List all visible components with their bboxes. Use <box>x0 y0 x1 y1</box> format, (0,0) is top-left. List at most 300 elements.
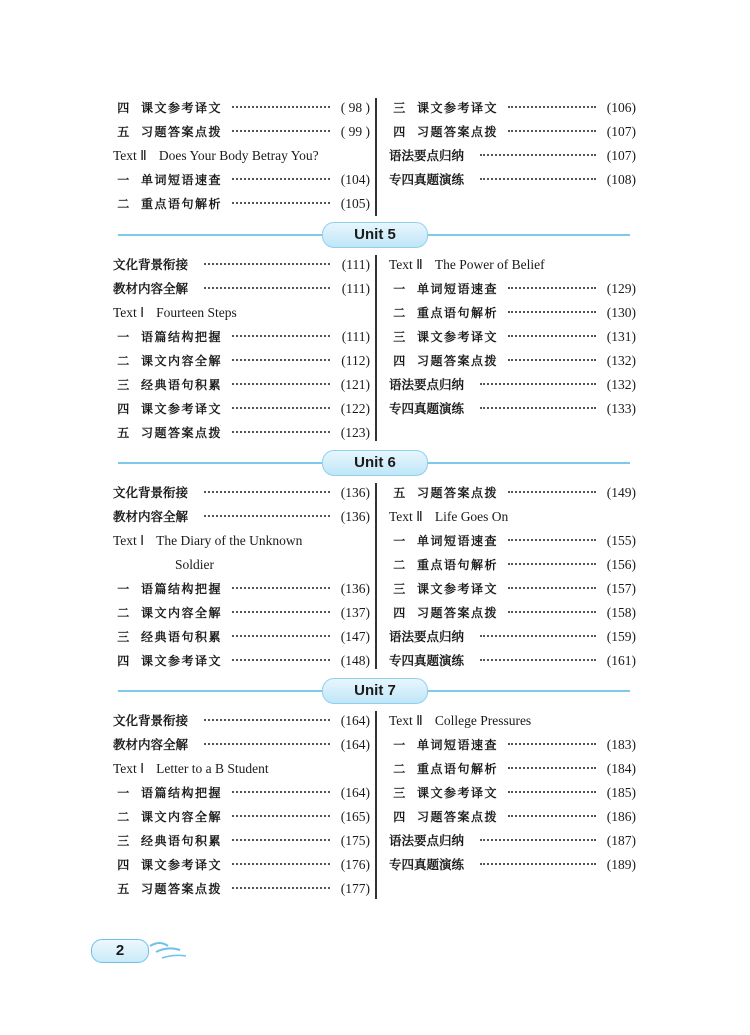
toc-entry-number: 三 <box>393 786 407 800</box>
toc-page-number: ( 98 ) <box>338 96 370 120</box>
unit-title: Unit 6 <box>322 450 428 476</box>
toc-entry[interactable] <box>113 877 370 901</box>
toc-entry-number: 四 <box>393 354 407 368</box>
toc-section-entry[interactable] <box>389 829 636 853</box>
toc-entry[interactable] <box>113 853 370 877</box>
dot-leader <box>232 359 330 361</box>
toc-page-number: (104) <box>338 168 370 192</box>
toc-entry[interactable] <box>113 120 370 144</box>
toc-entry-title: 语篇结构把握 <box>141 582 223 596</box>
unit-title: Unit 5 <box>322 222 428 248</box>
toc-columns <box>113 253 636 445</box>
toc-page-number: (136) <box>338 481 370 505</box>
dot-leader <box>232 178 330 180</box>
toc-page-number: (107) <box>604 144 636 168</box>
toc-right-column <box>389 96 636 192</box>
toc-entry-number: 一 <box>393 282 407 296</box>
dot-leader <box>480 863 596 865</box>
toc-entry[interactable] <box>389 301 636 325</box>
toc-section-entry[interactable] <box>113 253 370 277</box>
toc-entry-number: 五 <box>117 426 131 440</box>
toc-entry-title: 重点语句解析 <box>417 306 499 320</box>
toc-entry-label <box>389 529 502 553</box>
toc-page-number: (111) <box>339 253 370 277</box>
toc-entry-title: 课文参考译文 <box>141 654 223 668</box>
dot-leader <box>232 839 330 841</box>
toc-text-heading[interactable] <box>389 505 636 529</box>
toc-entry-label <box>113 829 226 853</box>
text-title: College Pressures <box>434 713 532 728</box>
toc-entry-number: 一 <box>393 534 407 548</box>
toc-page-number: (183) <box>604 733 636 757</box>
unit-header <box>118 222 630 248</box>
dot-leader <box>232 815 330 817</box>
dot-leader <box>232 587 330 589</box>
toc-text-heading-label <box>113 529 306 553</box>
toc-entry-number: 三 <box>393 330 407 344</box>
toc-page-number: (147) <box>338 625 370 649</box>
toc-entry-label <box>389 577 502 601</box>
toc-entry-title: 习题答案点拨 <box>417 125 499 139</box>
toc-section-title: 文化背景衔接 <box>113 253 192 277</box>
toc-section-entry[interactable] <box>389 168 636 192</box>
toc-entry-title: 课文参考译文 <box>141 101 223 115</box>
unit-title: Unit 7 <box>322 678 428 704</box>
toc-section-title: 教材内容全解 <box>113 733 192 757</box>
dot-leader <box>204 743 330 745</box>
toc-entry-label <box>389 601 502 625</box>
toc-entry-title: 重点语句解析 <box>417 762 499 776</box>
dot-leader <box>232 887 330 889</box>
toc-page-number: (111) <box>339 325 370 349</box>
text-number: Text Ⅱ <box>113 148 147 163</box>
dot-leader <box>232 659 330 661</box>
dot-leader <box>232 611 330 613</box>
toc-entry-title: 习题答案点拨 <box>417 486 499 500</box>
toc-entry-label <box>113 96 226 120</box>
toc-entry-number: 三 <box>117 378 131 392</box>
toc-page-number: (159) <box>604 625 636 649</box>
toc-page-number: (161) <box>604 649 636 673</box>
toc-page-number: (149) <box>604 481 636 505</box>
toc-entry[interactable] <box>389 553 636 577</box>
toc-section-entry[interactable] <box>113 505 370 529</box>
dot-leader <box>480 839 596 841</box>
toc-entry-label <box>113 781 226 805</box>
toc-entry-number: 五 <box>393 486 407 500</box>
dot-leader <box>232 407 330 409</box>
toc-entry-title: 课文参考译文 <box>417 582 499 596</box>
toc-entry-number: 五 <box>117 125 131 139</box>
text-title: The Power of Belief <box>434 257 545 272</box>
dot-leader <box>480 659 596 661</box>
toc-text-heading[interactable] <box>113 529 370 553</box>
toc-entry-number: 四 <box>393 125 407 139</box>
toc-entry-number: 四 <box>117 654 131 668</box>
toc-page-number: (136) <box>338 505 370 529</box>
toc-entry-label <box>389 277 502 301</box>
toc-page-number: (164) <box>338 709 370 733</box>
toc-section-entry[interactable] <box>389 144 636 168</box>
dot-leader <box>232 863 330 865</box>
toc-entry[interactable] <box>113 577 370 601</box>
text-title-continued: Soldier <box>175 553 218 577</box>
toc-entry-number: 三 <box>117 834 131 848</box>
toc-entry[interactable] <box>389 120 636 144</box>
toc-entry[interactable] <box>113 601 370 625</box>
toc-page-number: (131) <box>604 325 636 349</box>
toc-right-column <box>389 709 636 877</box>
toc-entry-label <box>389 781 502 805</box>
toc-entry[interactable] <box>389 481 636 505</box>
toc-page-number: (106) <box>604 96 636 120</box>
unit-header <box>118 678 630 704</box>
dot-leader <box>508 791 596 793</box>
toc-page-number: ( 99 ) <box>338 120 370 144</box>
toc-page-number: (189) <box>604 853 636 877</box>
dot-leader <box>232 106 330 108</box>
toc-section-entry[interactable] <box>113 277 370 301</box>
column-divider <box>375 711 377 899</box>
toc-page-number: (187) <box>604 829 636 853</box>
toc-entry-label <box>113 325 226 349</box>
text-title: Does Your Body Betray You? <box>158 148 319 163</box>
dot-leader <box>480 635 596 637</box>
column-divider <box>375 98 377 216</box>
toc-entry-title: 习题答案点拨 <box>141 125 223 139</box>
dot-leader <box>508 611 596 613</box>
toc-page-number: (164) <box>338 781 370 805</box>
dot-leader <box>204 287 330 289</box>
toc-section-title: 语法要点归纳 <box>389 829 468 853</box>
toc-section-title: 语法要点归纳 <box>389 625 468 649</box>
toc-entry[interactable] <box>113 625 370 649</box>
toc-page-number: (156) <box>604 553 636 577</box>
dot-leader <box>232 202 330 204</box>
toc-entry-number: 一 <box>117 582 131 596</box>
toc-entry[interactable] <box>113 373 370 397</box>
toc-entry[interactable] <box>113 96 370 120</box>
toc-entry-number: 二 <box>393 306 407 320</box>
toc-entry-label <box>113 373 226 397</box>
toc-entry-title: 重点语句解析 <box>417 558 499 572</box>
toc-entry-title: 课文参考译文 <box>417 786 499 800</box>
toc-block-unit-5 <box>113 253 636 445</box>
page-number: 2 <box>91 939 149 963</box>
toc-entry-label <box>113 601 226 625</box>
toc-entry[interactable] <box>389 781 636 805</box>
toc-page-number: (123) <box>338 421 370 445</box>
toc-right-column <box>389 481 636 673</box>
dot-leader <box>508 287 596 289</box>
toc-entry-label <box>389 96 502 120</box>
toc-page-number: (121) <box>338 373 370 397</box>
toc-entry-number: 二 <box>117 606 131 620</box>
toc-text-heading[interactable] <box>389 253 636 277</box>
toc-entry-number: 三 <box>393 582 407 596</box>
toc-entry-label <box>113 397 226 421</box>
toc-block-unit-6 <box>113 481 636 673</box>
dot-leader <box>508 767 596 769</box>
toc-entry-title: 语篇结构把握 <box>141 786 223 800</box>
toc-text-heading-label <box>389 253 549 277</box>
toc-columns <box>113 709 636 901</box>
toc-entry-label <box>113 853 226 877</box>
toc-section-title: 专四真题演练 <box>389 168 468 192</box>
text-number: Text Ⅰ <box>113 305 145 320</box>
dot-leader <box>508 563 596 565</box>
toc-entry[interactable] <box>113 325 370 349</box>
dot-leader <box>232 383 330 385</box>
dot-leader <box>508 587 596 589</box>
toc-entry-number: 四 <box>393 810 407 824</box>
toc-entry[interactable] <box>113 349 370 373</box>
toc-section-title: 专四真题演练 <box>389 397 468 421</box>
dot-leader <box>204 263 330 265</box>
toc-entry-number: 二 <box>393 558 407 572</box>
toc-page-number: (157) <box>604 577 636 601</box>
toc-text-heading[interactable] <box>389 709 636 733</box>
toc-section-title: 教材内容全解 <box>113 277 192 301</box>
toc-entry-label <box>389 349 502 373</box>
toc-entry-label <box>113 168 226 192</box>
toc-section-entry[interactable] <box>113 709 370 733</box>
toc-entry-title: 习题答案点拨 <box>417 810 499 824</box>
dot-leader <box>232 431 330 433</box>
toc-entry[interactable] <box>113 805 370 829</box>
toc-entry[interactable] <box>389 325 636 349</box>
toc-entry-title: 课文参考译文 <box>417 330 499 344</box>
toc-section-entry[interactable] <box>113 733 370 757</box>
toc-entry-number: 四 <box>393 606 407 620</box>
toc-entry-label <box>113 877 226 901</box>
toc-page-number: (148) <box>338 649 370 673</box>
toc-entry[interactable] <box>113 397 370 421</box>
toc-section-title: 文化背景衔接 <box>113 481 192 505</box>
toc-text-heading-label <box>113 301 241 325</box>
toc-page-number: (176) <box>338 853 370 877</box>
toc-entry-label <box>389 805 502 829</box>
toc-section-title: 语法要点归纳 <box>389 144 468 168</box>
toc-page-number: (108) <box>604 168 636 192</box>
text-number: Text Ⅱ <box>389 713 423 728</box>
toc-entry-label <box>113 577 226 601</box>
toc-entry-title: 习题答案点拨 <box>141 882 223 896</box>
toc-entry-number: 四 <box>117 402 131 416</box>
toc-left-column <box>113 253 370 445</box>
toc-columns <box>113 96 636 216</box>
toc-left-column <box>113 96 370 216</box>
toc-entry-title: 单词短语速查 <box>417 282 499 296</box>
dot-leader <box>232 130 330 132</box>
toc-text-heading[interactable] <box>113 301 370 325</box>
toc-entry-title: 经典语句积累 <box>141 834 223 848</box>
toc-entry[interactable] <box>113 829 370 853</box>
toc-section-entry[interactable] <box>113 481 370 505</box>
text-title: Letter to a B Student <box>156 761 269 776</box>
toc-section-entry[interactable] <box>389 853 636 877</box>
toc-entry-label <box>113 805 226 829</box>
toc-entry-label <box>113 649 226 673</box>
column-divider <box>375 483 377 669</box>
toc-entry-number: 一 <box>117 330 131 344</box>
toc-section-title: 教材内容全解 <box>113 505 192 529</box>
toc-entry-number: 五 <box>117 882 131 896</box>
toc-entry[interactable] <box>113 421 370 445</box>
toc-page-number: (158) <box>604 601 636 625</box>
toc-page-number: (107) <box>604 120 636 144</box>
toc-page-number: (111) <box>339 277 370 301</box>
text-title: Fourteen Steps <box>156 305 237 320</box>
toc-left-column <box>113 481 370 673</box>
dot-leader <box>508 539 596 541</box>
toc-page-number: (132) <box>604 349 636 373</box>
toc-page-number: (155) <box>604 529 636 553</box>
toc-text-heading-label <box>389 505 512 529</box>
toc-page-number: (175) <box>338 829 370 853</box>
dot-leader <box>204 515 330 517</box>
toc-entry-label <box>389 553 502 577</box>
toc-entry[interactable] <box>389 601 636 625</box>
toc-page-number: (105) <box>338 192 370 216</box>
toc-entry[interactable] <box>389 577 636 601</box>
toc-block-top <box>113 96 636 216</box>
toc-entry-title: 课文内容全解 <box>141 810 223 824</box>
toc-entry[interactable] <box>389 529 636 553</box>
dot-leader <box>232 335 330 337</box>
toc-entry[interactable] <box>389 805 636 829</box>
toc-text-heading-label <box>113 757 273 781</box>
toc-page-number: (184) <box>604 757 636 781</box>
toc-columns <box>113 481 636 673</box>
toc-entry[interactable] <box>389 349 636 373</box>
text-number: Text Ⅱ <box>389 509 423 524</box>
toc-entry-title: 重点语句解析 <box>141 197 223 211</box>
toc-page-number: (186) <box>604 805 636 829</box>
toc-entry-title: 课文内容全解 <box>141 606 223 620</box>
unit-header <box>118 450 630 476</box>
toc-entry-label <box>389 481 502 505</box>
toc-text-heading-continued[interactable] <box>113 553 370 577</box>
toc-page-number: (112) <box>338 349 370 373</box>
toc-section-title: 专四真题演练 <box>389 853 468 877</box>
toc-section-entry[interactable] <box>389 625 636 649</box>
toc-page-number: (164) <box>338 733 370 757</box>
toc-entry-title: 单词短语速查 <box>141 173 223 187</box>
toc-text-heading[interactable] <box>113 757 370 781</box>
toc-page-number: (130) <box>604 301 636 325</box>
toc-entry-number: 一 <box>117 786 131 800</box>
toc-page-number: (165) <box>338 805 370 829</box>
dot-leader <box>204 491 330 493</box>
dot-leader <box>508 311 596 313</box>
toc-entry-title: 习题答案点拨 <box>417 606 499 620</box>
toc-entry-title: 课文内容全解 <box>141 354 223 368</box>
toc-text-heading-label <box>113 144 323 168</box>
text-title: The Diary of the Unknown <box>156 533 303 548</box>
toc-section-entry[interactable] <box>389 397 636 421</box>
toc-entry[interactable] <box>389 277 636 301</box>
toc-entry-number: 三 <box>393 101 407 115</box>
toc-entry-label <box>113 192 226 216</box>
toc-entry-title: 习题答案点拨 <box>417 354 499 368</box>
toc-entry[interactable] <box>113 781 370 805</box>
toc-entry-label <box>113 625 226 649</box>
dot-leader <box>204 719 330 721</box>
toc-entry[interactable] <box>113 168 370 192</box>
toc-entry-title: 课文参考译文 <box>141 858 223 872</box>
dot-leader <box>480 154 596 156</box>
toc-text-heading-label <box>389 709 535 733</box>
toc-page-number: (136) <box>338 577 370 601</box>
toc-entry-number: 一 <box>393 738 407 752</box>
toc-entry-label <box>389 733 502 757</box>
toc-entry-number: 四 <box>117 858 131 872</box>
dot-leader <box>232 635 330 637</box>
toc-entry-title: 经典语句积累 <box>141 378 223 392</box>
toc-page-number: (133) <box>604 397 636 421</box>
toc-entry[interactable] <box>389 733 636 757</box>
dot-leader <box>508 815 596 817</box>
toc-entry-label <box>113 120 226 144</box>
toc-section-entry[interactable] <box>389 649 636 673</box>
toc-entry-number: 二 <box>117 197 131 211</box>
dot-leader <box>508 359 596 361</box>
dot-leader <box>508 335 596 337</box>
text-number: Text Ⅰ <box>113 761 145 776</box>
toc-entry-label <box>113 349 226 373</box>
toc-block-unit-7 <box>113 709 636 901</box>
dot-leader <box>508 106 596 108</box>
dot-leader <box>508 743 596 745</box>
toc-page-number: (137) <box>338 601 370 625</box>
toc-entry-title: 习题答案点拨 <box>141 426 223 440</box>
toc-text-heading[interactable] <box>113 144 370 168</box>
toc-page-number: (129) <box>604 277 636 301</box>
toc-entry[interactable] <box>389 96 636 120</box>
toc-section-title: 语法要点归纳 <box>389 373 468 397</box>
column-divider <box>375 255 377 441</box>
toc-entry-title: 单词短语速查 <box>417 534 499 548</box>
dot-leader <box>480 407 596 409</box>
dot-leader <box>480 383 596 385</box>
toc-entry-number: 二 <box>393 762 407 776</box>
toc-right-column <box>389 253 636 421</box>
toc-page-number: (185) <box>604 781 636 805</box>
toc-entry[interactable] <box>113 192 370 216</box>
toc-section-entry[interactable] <box>389 373 636 397</box>
toc-entry-number: 二 <box>117 354 131 368</box>
toc-section-title: 文化背景衔接 <box>113 709 192 733</box>
toc-entry-title: 单词短语速查 <box>417 738 499 752</box>
toc-entry-title: 课文参考译文 <box>141 402 223 416</box>
toc-entry[interactable] <box>113 649 370 673</box>
dot-leader <box>480 178 596 180</box>
toc-entry-label <box>389 757 502 781</box>
toc-page-number: (122) <box>338 397 370 421</box>
toc-entry-label <box>389 325 502 349</box>
text-number: Text Ⅱ <box>389 257 423 272</box>
toc-section-title: 专四真题演练 <box>389 649 468 673</box>
toc-entry[interactable] <box>389 757 636 781</box>
dot-leader <box>508 491 596 493</box>
swoosh-decoration-icon <box>146 938 190 962</box>
toc-entry-label <box>389 301 502 325</box>
toc-entry-number: 三 <box>117 630 131 644</box>
toc-entry-number: 四 <box>117 101 131 115</box>
toc-left-column <box>113 709 370 901</box>
toc-page-number: (177) <box>338 877 370 901</box>
